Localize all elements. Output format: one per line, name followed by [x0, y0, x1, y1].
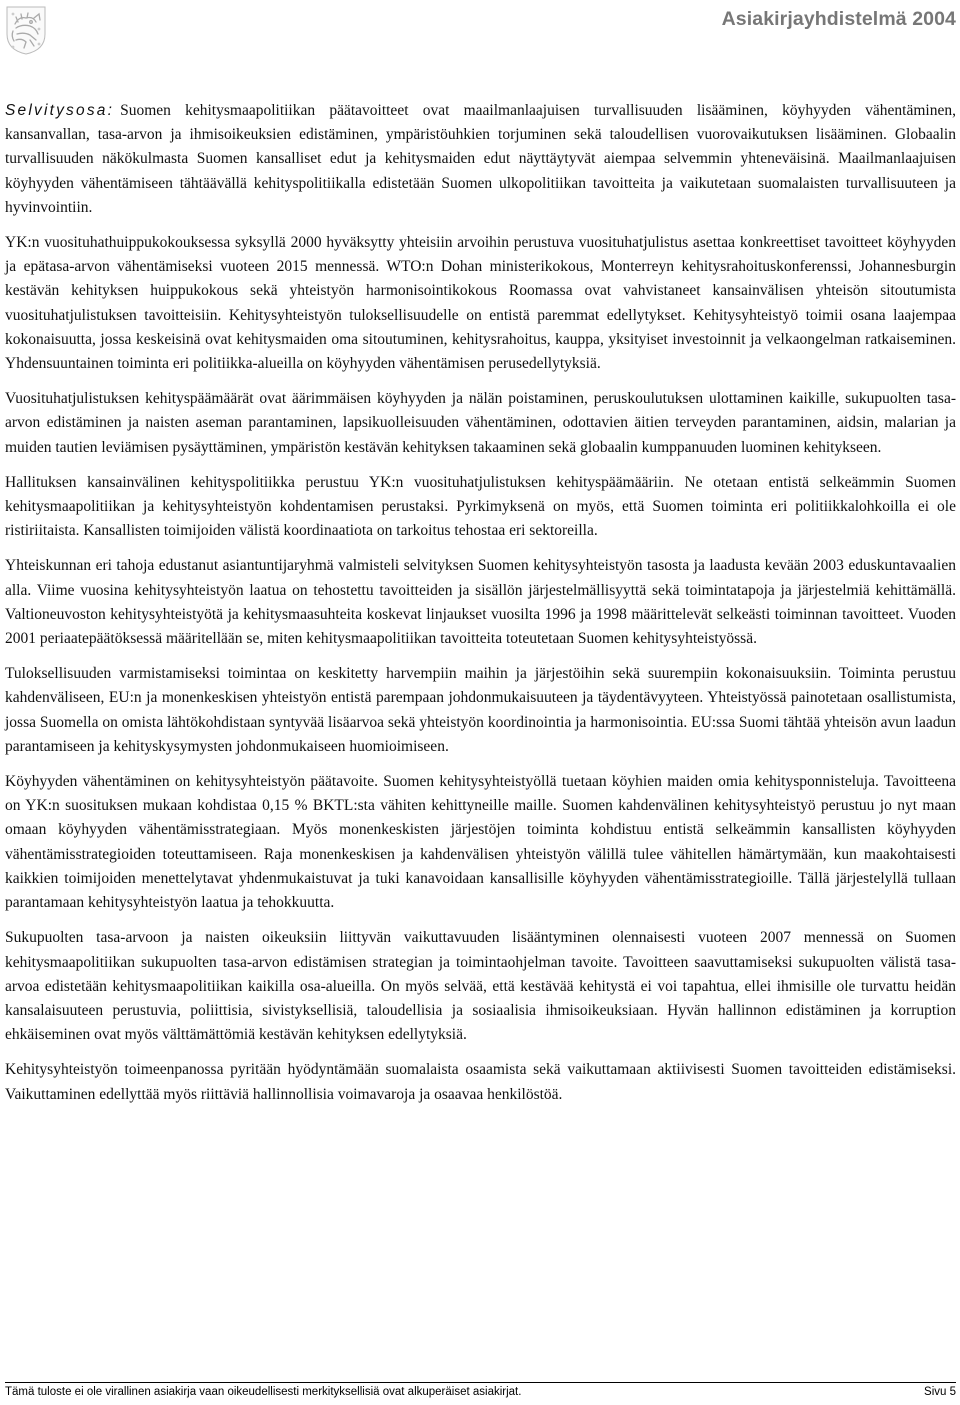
paragraph: Kehitysyhteistyön toimeenpanossa pyritään hyödyntämään suomalaista osaamista sekä vaikuttamaan aktiivisesti Suomen tavoitteiden edistämiseksi. Vaikuttaminen edellyttää myös riittäviä hallinnollisia voimavaroja ja osaavaa henkilöstöä. [5, 1061, 956, 1103]
paragraph: Köyhyyden vähentäminen on kehitysyhteistyön päätavoite. Suomen kehitysyhteistyöllä tuetaan köyhien maiden omia kehitysponnisteluja. Tavoitteena on YK:n suosituksen mukaan kohdistaa 0,15 % BKTL:sta vähiten kehittyneille maille. Suomen kahdenvälinen kehitysyhteistyö perustuu jo nyt maan omaan köyhyyden vähentämisstrategiaan. Myös monenkeskisten järjestöjen toiminta kohdistuu entistä selkeämmin kansallisten köyhyyden vähentämisstrategioiden toteuttamiseen. Raja monenkeskisen ja kahdenvälisen yhteistyön välillä tulee vähitellen hämärtymään, kun maakohtaisesti kaikkien toimijoiden menettelytavat yhdenmukaistuvat ja tuki kanavoidaan kansallisille köyhyyden vähentämisstrategioille. Tällä järjestelyllä tullaan parantamaan kehitysyhteistyön laatua ja tehokkuutta. [5, 773, 956, 912]
paragraph: Sukupuolten tasa-arvoon ja naisten oikeuksiin liittyvän vaikuttavuuden lisääntyminen olennaisesti vuoteen 2007 mennessä on Suomen kehitysmaapolitiikan sukupuolten tasa-arvon edistämisen strategian ja toimintaohjelman tavoite. Tavoitteen saavuttamiseksi sukupuolten välistä tasa-arvoa edistetään kehitysmaapolitiikan kaikilla osa-alueilla. On myös selvää, että kestävää kehitystä ei voi tapahtua, ellei ihmisille ole turvattu heidän kansalaisuuteen perustuvia, poliittisia, sivistyksellisiä, taloudellisia ja sosiaalisia ihmisoikeuksiaan. Hyvän hallinnon edistäminen ja korruption ehkäiseminen ovat myös välttämättömiä kestävän kehityksen edellytyksiä. [5, 929, 956, 1044]
paragraph: YK:n vuosituhathuippukokouksessa syksyllä 2000 hyväksytty yhteisiin arvoihin perustuva vuosituhatjulistus asettaa konkreettiset tavoitteet köyhyyden ja epätasa-arvon vähentämiseksi vuoteen 2015 mennessä. WTO:n Dohan ministerikokous, Monterreyn kehitysrahoituskonferenssi, Johannesburgin kestävän kehityksen huippukokous sekä yhteistyön harmonisointikokous Roomassa ovat vahvistaneet kansainvälisen yhteisön sitoutumista vuosituhatjulistuksen tavoitteisiin. Kehitysyhteistyön tuloksellisuudelle on entistä paremmat edellytykset. Kehitysyhteistyö toimii osana laajempaa kokonaisuutta, jossa keskeisinä ovat kehitysmaiden oma sitoutuminen, kehitysrahoitus, kauppa, yksityiset investoinnit ja velkaongelman ratkaiseminen. Yhdensuuntainen toiminta eri politiikka-alueilla on köyhyyden vähentämisen perusedellytyksiä. [5, 234, 956, 373]
paragraph: Vuosituhatjulistuksen kehityspäämäärät ovat äärimmäisen köyhyyden ja nälän poistaminen, peruskoulutuksen ulottaminen kaikille, sukupuolten tasa-arvon edistäminen ja naisten aseman parantaminen, lapsikuolleisuuden vähentäminen, odottavien äitien terveyden parantaminen, aidsin, malarian ja muiden tautien leviämisen pysäyttäminen, ympäristön kestävän kehityksen takaaminen sekä globaalin kumppanuuden luominen kehitykseen. [5, 390, 956, 456]
document-title: Asiakirjayhdistelmä 2004 [721, 8, 956, 30]
page-header [0, 0, 960, 62]
finnish-lion-coat-of-arms-icon [4, 4, 48, 56]
page-number: Sivu 5 [924, 1386, 956, 1398]
paragraph: Yhteiskunnan eri tahoja edustanut asiantuntijaryhmä valmisteli selvityksen Suomen kehitysyhteistyön tasosta ja laadusta kevään 2003 eduskuntavaalien alla. Viime vuosina kehitysyhteistyön laatua on tehostettu tavoitteiden ja sisällön järjestelmällisyyttä sekä toimintatapoja ja järjestelmiä kehittämällä. Valtioneuvoston kehitysyhteistyötä ja kehitysmaasuhteita koskevat linjaukset vuosilta 1996 ja 1998 määrittelevät selkeästi toiminnan tavoitteet. Vuoden 2001 periaatepäätöksessä määritellään se, miten kehitysmaapolitiikan tavoitteita toteutetaan Suomen kehitysyhteistyössä. [5, 557, 956, 648]
paragraph-text: Suomen kehitysmaapolitiikan päätavoitteet ovat maailmanlaajuisen turvallisuuden lisääminen, köyhyyden vähentäminen, kansanvallan, tasa-arvon ja ihmisoikeuksien edistäminen, ympäristöuhkien torjuminen sekä taloudellisen vuorovaikutuksen lisääminen. Globaalin turvallisuuden näkökulmasta Suomen kansalliset edut ja kehitysmaiden edut näyttäytyvät aiempaa selvemmin yhteneväisinä. Maailmanlaajuisen köyhyyden vähentämiseen tähtäävällä kehityspolitiikalla edistetään Suomen ulkopolitiikan tavoitteita ja vaikutetaan suomalaisten turvallisuuteen ja hyvinvointiin. [5, 102, 956, 216]
paragraph [5, 99, 956, 220]
footer-divider [5, 1382, 956, 1383]
paragraph: Tuloksellisuuden varmistamiseksi toimintaa on keskitetty harvempiin maihin ja järjestöihin sekä suurempiin kokonaisuuksiin. Toiminta perustuu kahdenväliseen, EU:n ja monenkeskisen yhteistyön entistä parempaan johdonmukaisuuteen ja täydentävyyteen. Yhteistyössä painotetaan osallistumista, jossa Suomella on omista lähtökohdistaan syntyvää lisäarvoa sekä yhteistyön koordinointia ja harmonisointia. EU:ssa Suomi tähtää yhteisön avun laadun parantamiseen ja kehityskysymysten johdonmukaiseen huomioimiseen. [5, 665, 956, 755]
document-body [5, 99, 956, 1118]
footer-disclaimer: Tämä tuloste ei ole virallinen asiakirja vaan oikeudellisesti merkityksellisiä ovat alkuperäiset asiakirjat. [5, 1386, 522, 1398]
paragraph: Hallituksen kansainvälinen kehityspolitiikka perustuu YK:n vuosituhatjulistuksen kehityspäämääriin. Ne otetaan entistä selkeämmin Suomen kehitysmaapolitiikan ja kehitysyhteistyön kohdentamisen perustaksi. Pyrkimyksenä on myös, että Suomen toiminta eri politiikkalohkoilla ei ole ristiriitaista. Kansallisten toimijoiden välistä koordinaatiota on tarkoitus tehostaa eri sektoreilla. [5, 473, 956, 540]
section-label: Selvitysosa: [5, 102, 115, 119]
